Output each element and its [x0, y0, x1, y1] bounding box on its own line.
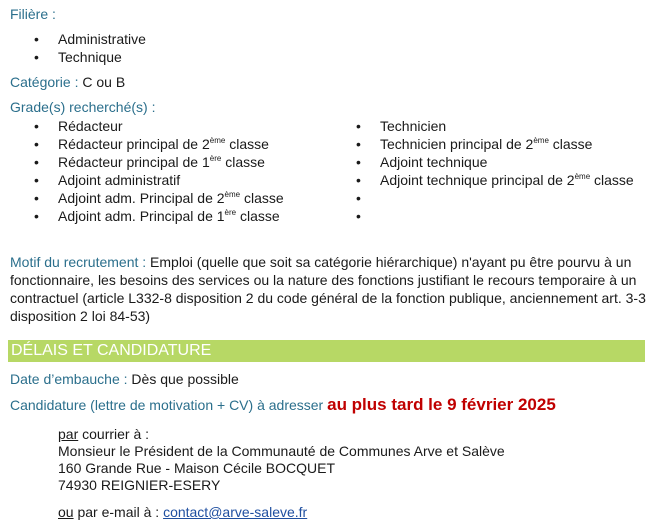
ou-word: ou: [58, 504, 74, 520]
grade-sup: ère: [224, 208, 237, 217]
motif-label: Motif du recrutement :: [10, 254, 147, 270]
grade-suffix: classe: [221, 154, 265, 170]
list-item: [34, 135, 284, 153]
email-line: [58, 504, 307, 521]
list-item: [356, 207, 634, 225]
address-line: 74930 REIGNIER-ESERY: [58, 477, 221, 493]
address-line: Monsieur le Président de la Communauté de Communes Arve et Salève: [58, 443, 505, 459]
list-item: [356, 153, 634, 171]
candidature-label: Candidature (lettre de motivation + CV) à adresser: [10, 397, 324, 413]
list-item: [34, 189, 284, 207]
grades-left-list: [34, 117, 284, 225]
list-item: [34, 117, 284, 135]
embauche-label: Date d’embauche :: [10, 371, 128, 387]
par-word: par: [58, 426, 79, 442]
filiere-label: Filière :: [10, 6, 56, 22]
grade-text: Technicien: [380, 118, 447, 134]
grade-sup: ème: [533, 136, 549, 145]
grade-text: Technicien principal de 2: [380, 136, 534, 152]
categorie-value: C ou B: [82, 74, 126, 90]
grades-label: Grade(s) recherché(s) :: [10, 99, 156, 115]
section-banner: [8, 340, 645, 362]
filiere-list: [34, 30, 146, 66]
section-title: DÉLAIS ET CANDIDATURE: [11, 342, 212, 359]
address-line: 160 Grande Rue - Maison Cécile BOCQUET: [58, 460, 335, 476]
list-item: • Technique: [34, 48, 146, 66]
grade-text: Adjoint technique principal de 2: [380, 172, 575, 188]
grade-text: Rédacteur principal de 2: [58, 136, 210, 152]
embauche-value: Dès que possible: [131, 371, 239, 387]
motif-paragraph: [10, 253, 650, 325]
grade-text: Adjoint administratif: [58, 172, 181, 188]
categorie-label: Catégorie :: [10, 74, 79, 90]
list-item: [356, 189, 634, 207]
list-item: [34, 171, 284, 189]
list-item: [356, 135, 634, 153]
grade-text: Adjoint adm. Principal de 2: [58, 190, 225, 206]
courrier-block: [58, 426, 505, 494]
candidature-line: [10, 395, 556, 415]
grade-suffix: classe: [548, 136, 593, 152]
grades-right-list: [356, 117, 634, 225]
list-item: [34, 207, 284, 225]
email-link[interactable]: contact@arve-saleve.fr: [163, 504, 308, 520]
grade-suffix: classe: [225, 136, 269, 152]
courrier-intro: [58, 426, 505, 443]
grade-sup: ème: [224, 190, 241, 199]
grade-sup: ème: [209, 136, 226, 145]
grade-suffix: classe: [590, 172, 634, 188]
grade-sup: ère: [209, 154, 222, 163]
embauche-line: [10, 371, 239, 387]
grade-text: Rédacteur principal de 1: [58, 154, 210, 170]
courrier-intro-text: courrier à :: [78, 426, 150, 442]
grade-suffix: classe: [236, 208, 280, 224]
grade-suffix: classe: [240, 190, 284, 206]
list-item: [356, 171, 634, 189]
deadline-text: au plus tard le 9 février 2025: [327, 395, 556, 414]
grade-sup: ème: [574, 172, 591, 181]
categorie-line: [10, 74, 125, 90]
list-item: • Administrative: [34, 30, 146, 48]
grade-text: Adjoint adm. Principal de 1: [58, 208, 225, 224]
email-intro: par e-mail à :: [73, 504, 160, 520]
grade-text: Adjoint technique: [380, 154, 488, 170]
list-item: [34, 153, 284, 171]
list-item: [356, 117, 634, 135]
grade-text: Rédacteur: [58, 118, 123, 134]
motif-text: Emploi (quelle que soit sa catégorie hiérarchique) n'ayant pu être pourvu à un fonctionnaire, les besoins des services ou la nature des fonctions justifiant le recours temporaire à un contractuel (article L332-8 disposition 2 du code général de la fonction publique, anciennement art. 3-3 disposition 2 loi 84-53): [10, 254, 646, 324]
